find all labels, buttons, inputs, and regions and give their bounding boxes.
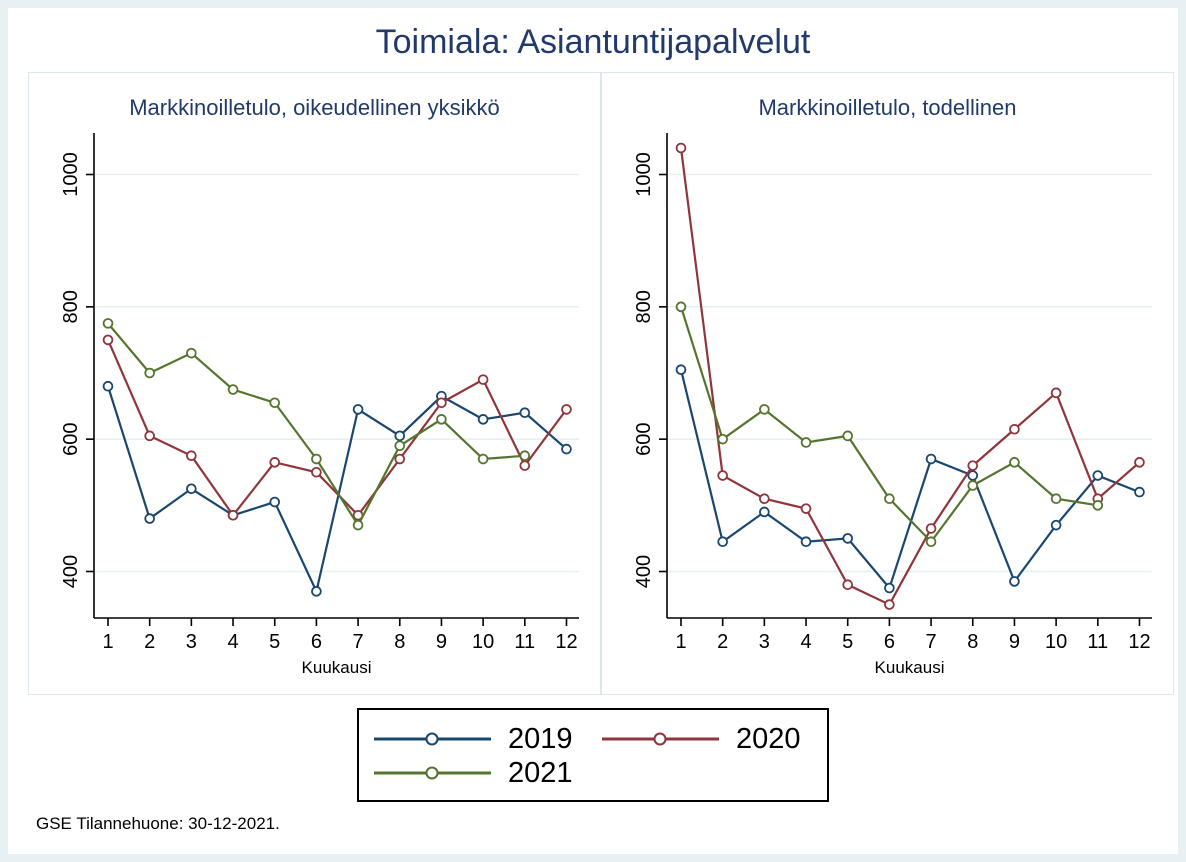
data-point-marker (760, 405, 769, 414)
data-point-marker (354, 521, 363, 530)
legend-item-2020 (599, 723, 827, 756)
data-point-marker (104, 336, 113, 345)
data-point-marker (562, 445, 571, 454)
y-tick-label: 400 (633, 554, 655, 589)
x-tick-label: 8 (394, 631, 406, 653)
data-point-marker (145, 369, 154, 378)
data-point-marker (187, 484, 196, 493)
legend-item-2019 (371, 723, 599, 756)
x-tick-label: 12 (1128, 631, 1151, 653)
x-tick-label: 1 (102, 631, 114, 653)
data-point-marker (843, 431, 852, 440)
data-point-marker (479, 455, 488, 464)
y-tick-label: 600 (633, 422, 655, 456)
y-tick-label: 1000 (633, 152, 655, 197)
data-point-marker (802, 537, 811, 546)
data-point-marker (395, 455, 404, 464)
legend-line-2019-icon (371, 728, 496, 750)
series-line-2020 (681, 148, 1139, 605)
data-point-marker (520, 461, 529, 470)
series-line-2021 (681, 307, 1098, 542)
legend-label-2021: 2021 (508, 756, 573, 789)
legend-label-2020: 2020 (736, 722, 801, 755)
series-2019 (677, 365, 1144, 592)
x-tick-label: 2 (144, 631, 156, 653)
x-axis-label: Kuukausi (301, 658, 372, 677)
series-line-2021 (108, 323, 525, 525)
data-point-marker (1093, 471, 1102, 480)
x-tick-label: 8 (967, 631, 979, 653)
gridlines (95, 175, 579, 572)
data-point-marker (968, 471, 977, 480)
legend-row-2 (371, 756, 827, 790)
data-point-marker (843, 534, 852, 543)
data-point-marker (479, 375, 488, 384)
data-point-marker (885, 584, 894, 593)
x-tick-label: 5 (269, 631, 281, 653)
data-point-marker (145, 431, 154, 440)
data-point-marker (520, 451, 529, 460)
data-point-marker (1093, 501, 1102, 510)
data-point-marker (718, 537, 727, 546)
series-2020 (677, 144, 1144, 609)
line-chart-left (29, 127, 600, 696)
source-note: GSE Tilannehuone: 30-12-2021. (36, 814, 280, 833)
data-point-marker (677, 302, 686, 311)
data-point-marker (1052, 494, 1061, 503)
data-point-marker (187, 451, 196, 460)
data-point-marker (395, 431, 404, 440)
y-tick-label: 600 (60, 422, 82, 456)
x-tick-label: 7 (925, 631, 937, 653)
x-tick-label: 2 (717, 631, 729, 653)
data-point-marker (802, 504, 811, 513)
legend-item-2021 (371, 757, 611, 790)
x-tick-label: 4 (227, 631, 239, 653)
legend-line-2020-icon (599, 728, 724, 750)
data-point-marker (1135, 488, 1144, 497)
data-point-marker (927, 524, 936, 533)
data-point-marker (885, 600, 894, 609)
data-point-marker (270, 398, 279, 407)
data-point-marker (229, 511, 238, 520)
data-point-marker (1135, 458, 1144, 467)
chart-panels (28, 72, 1158, 695)
data-point-marker (677, 144, 686, 153)
data-point-marker (312, 455, 321, 464)
data-point-marker (562, 405, 571, 414)
data-point-marker (104, 382, 113, 391)
panel-left-title: Markkinoilletulo, oikeudellinen yksikkö (129, 95, 500, 120)
x-axis-label: Kuukausi (874, 658, 945, 677)
legend-row-1 (371, 722, 827, 756)
x-tick-label: 11 (1087, 631, 1109, 653)
x-tick-label: 6 (883, 631, 895, 653)
data-point-marker (927, 455, 936, 464)
panel-left (28, 72, 601, 695)
legend-line-2021-icon (371, 762, 496, 784)
data-point-marker (968, 461, 977, 470)
data-point-marker (760, 494, 769, 503)
data-point-marker (1010, 577, 1019, 586)
data-point-marker (760, 508, 769, 517)
series-line-2020 (108, 340, 566, 515)
data-point-marker (479, 415, 488, 424)
data-point-marker (145, 514, 154, 523)
x-tick-label: 3 (185, 631, 197, 653)
x-tick-label: 10 (471, 631, 495, 653)
series-2021 (104, 319, 530, 530)
data-point-marker (354, 405, 363, 414)
x-tick-label: 9 (1008, 631, 1021, 653)
data-point-marker (520, 408, 529, 417)
legend-label-2019: 2019 (508, 722, 573, 755)
data-point-marker (927, 537, 936, 546)
x-tick-label: 10 (1044, 631, 1068, 653)
data-point-marker (1052, 521, 1061, 530)
data-point-marker (718, 435, 727, 444)
data-point-marker (437, 398, 446, 407)
data-point-marker (395, 441, 404, 450)
x-tick-label: 3 (758, 631, 770, 653)
series-2021 (677, 302, 1103, 546)
page-title: Toimiala: Asiantuntijapalvelut (375, 23, 811, 61)
y-tick-label: 1000 (60, 152, 82, 197)
line-chart-right (602, 127, 1173, 696)
x-tick-label: 11 (514, 631, 536, 653)
data-point-marker (270, 498, 279, 507)
gridlines (668, 175, 1152, 572)
x-tick-label: 5 (842, 631, 854, 653)
x-tick-label: 7 (352, 631, 364, 653)
data-point-marker (968, 481, 977, 490)
x-tick-label: 4 (800, 631, 812, 653)
data-point-marker (1052, 388, 1061, 397)
data-point-marker (677, 365, 686, 374)
x-tick-label: 9 (435, 631, 448, 653)
data-point-marker (312, 468, 321, 477)
panel-right-title: Markkinoilletulo, todellinen (758, 95, 1017, 120)
series-line-2019 (108, 386, 566, 591)
data-point-marker (885, 494, 894, 503)
panel-right (601, 72, 1174, 695)
y-tick-label: 800 (60, 290, 82, 324)
data-point-marker (1010, 425, 1019, 434)
data-point-marker (843, 580, 852, 589)
x-tick-label: 1 (675, 631, 687, 653)
data-point-marker (229, 385, 238, 394)
x-tick-label: 12 (555, 631, 578, 653)
y-tick-label: 400 (60, 554, 82, 589)
y-tick-label: 800 (633, 290, 655, 324)
data-point-marker (1010, 458, 1019, 467)
data-point-marker (802, 438, 811, 447)
data-point-marker (718, 471, 727, 480)
legend-box (357, 708, 829, 802)
series-line-2019 (681, 370, 1139, 588)
data-point-marker (104, 319, 113, 328)
data-point-marker (270, 458, 279, 467)
x-tick-label: 6 (310, 631, 322, 653)
data-point-marker (187, 349, 196, 358)
data-point-marker (437, 415, 446, 424)
data-point-marker (312, 587, 321, 596)
